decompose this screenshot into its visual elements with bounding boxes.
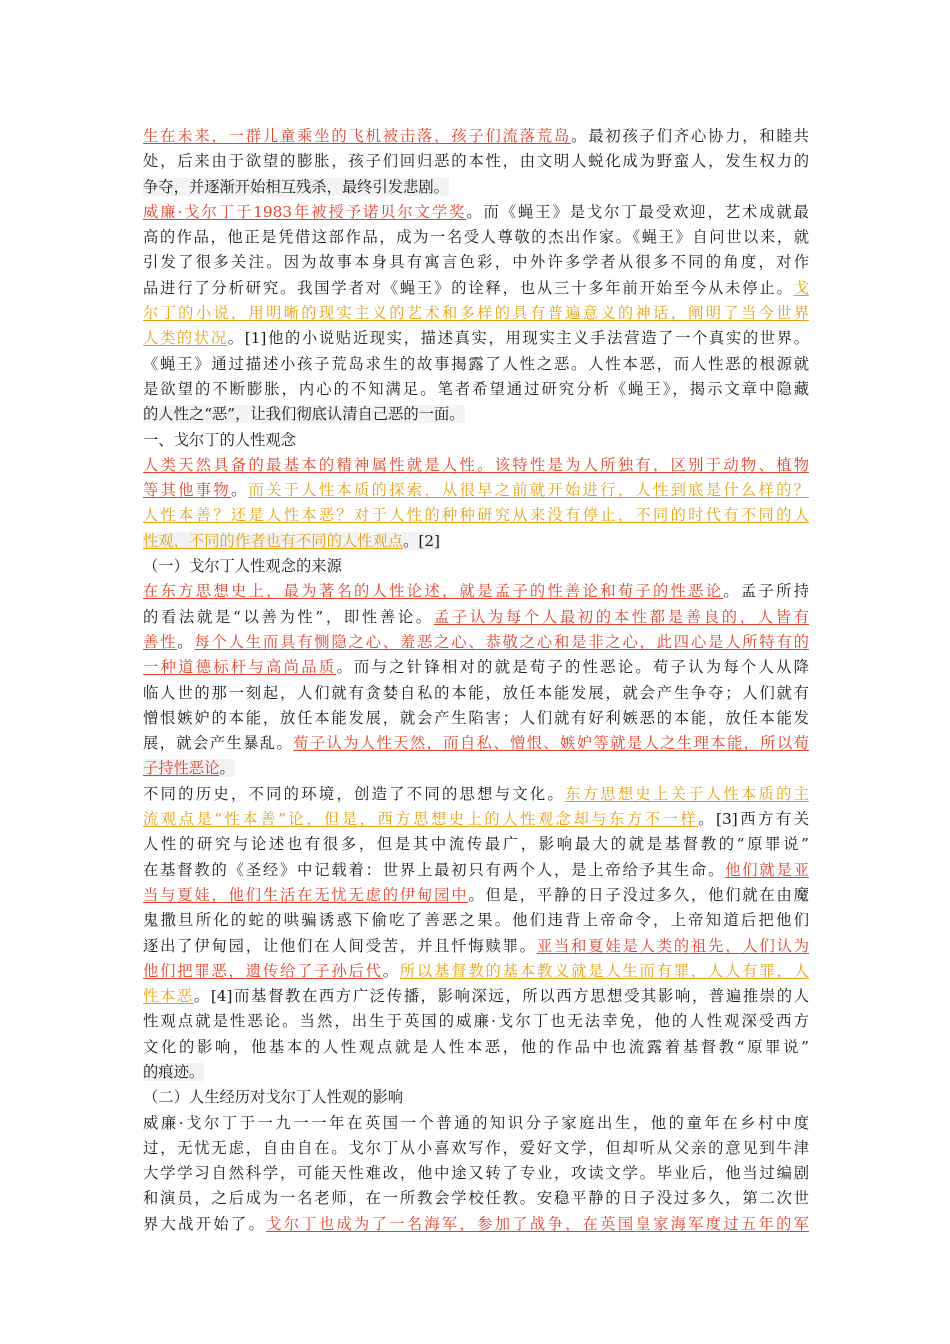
text-line	[143, 529, 809, 554]
text-segment: 。但是，平静的日子没过多久，他们就在由魔	[468, 885, 809, 904]
highlighted-text: 性本恶	[143, 987, 194, 1006]
text-segment: 。[3]西方有关	[698, 810, 809, 829]
text-line	[143, 1060, 809, 1085]
text-segment: 在基督教的《圣经》中记载着：世界上最初只有两个人，是上帝给予其生命。	[143, 860, 726, 879]
text-segment: 的人性之“恶”，让我们彻底认清自己恶的一面。	[143, 405, 465, 424]
text-segment: （二）人生经历对戈尔丁人性观的影响	[143, 1088, 404, 1107]
text-line	[143, 984, 809, 1009]
text-line	[143, 225, 809, 250]
text-segment: 是欲望的不断膨胀，内心的不知满足。笔者希望通过研究分析《蝇王》，揭示文章中隐藏	[143, 379, 809, 398]
text-segment: 不同的历史，不同的环境，创造了不同的思想与文化。	[143, 784, 566, 803]
document-body	[143, 124, 809, 1237]
text-segment: 鬼撒旦所化的蛇的哄骗诱惑下偷吃了善恶之果。他们违背上帝命令，上帝知道后把他们	[143, 911, 809, 930]
highlighted-text: 威廉·戈尔丁于1983年被授予诺贝尔文学奖	[143, 202, 467, 221]
text-line	[143, 478, 809, 503]
text-line	[143, 1161, 809, 1186]
text-segment: 逐出了伊甸园，让他们在人间受苦，并且忏悔赎罪。	[143, 936, 537, 955]
highlighted-text: 他们把罪恶，遗传给了子孙后代	[143, 961, 383, 980]
text-segment: 品进行了分析研究。我国学者对《蝇王》的诠释，也从三十多年前开始至今从未停止。	[143, 278, 794, 297]
text-segment: 。	[177, 632, 195, 651]
text-line	[143, 250, 809, 275]
text-line	[143, 883, 809, 908]
highlighted-text: 尔丁的小说，用明晰的现实主义的艺术和多样的具有普遍意义的神话，阐明了当今世界	[143, 304, 809, 323]
text-line	[143, 453, 809, 478]
text-line	[143, 1111, 809, 1136]
highlighted-text: 孟子认为每个人最初的本性都是善良的，人皆有	[433, 607, 809, 626]
text-line	[143, 681, 809, 706]
highlighted-text: 每个人生而具有恻隐之心、羞恶之心、恭敬之心和是非之心，此四心是人所特有的	[194, 632, 809, 651]
highlighted-text: 人性本善？还是人性本恶？对于人性的种种研究从来没有停止，不同的时代有不同的人	[143, 506, 809, 525]
text-line	[143, 326, 809, 351]
text-segment: 性观点就是性恶论。当然，出生于英国的威廉·戈尔丁也无法幸免，他的人性观深受西方	[143, 1012, 809, 1031]
highlighted-text: 等其他事物	[143, 481, 231, 500]
text-line	[143, 934, 809, 959]
text-segment: 。	[382, 961, 400, 980]
highlighted-text: 人类的状况	[143, 329, 228, 348]
text-line	[143, 655, 809, 680]
text-segment: 。孟子所持	[723, 582, 809, 601]
text-segment: 。最初孩子们齐心协力，和睦共	[571, 127, 809, 145]
text-line	[143, 756, 809, 781]
text-line	[143, 908, 809, 933]
highlighted-text: 在东方思想史上，最为著名的人性论述，就是孟子的性善论和荀子的性恶论	[143, 582, 724, 601]
highlighted-text: 亚当和夏娃是人类的祖先，人们认为	[536, 936, 809, 955]
text-line	[143, 959, 809, 984]
text-line	[143, 276, 809, 301]
text-line	[143, 1009, 809, 1034]
highlighted-text: 当与夏娃，他们生活在无忧无虑的伊甸园中	[143, 885, 469, 904]
text-line	[143, 352, 809, 377]
text-line	[143, 807, 809, 832]
text-segment: （一）戈尔丁人性观念的来源	[143, 557, 342, 576]
text-segment: 。而与之针锋相对的就是荀子的性恶论。荀子认为每个人从降	[336, 658, 809, 677]
text-line	[143, 124, 809, 149]
text-line	[143, 858, 809, 883]
text-segment: 威廉·戈尔丁于一九一一年在英国一个普通的知识分子家庭出生，他的童年在乡村中度	[143, 1113, 809, 1132]
text-line	[143, 503, 809, 528]
text-segment: 和演员，之后成为一名老师，在一所教会学校任教。安稳平静的日子没过多久，第二次世	[143, 1189, 809, 1208]
text-segment: 。	[230, 481, 249, 500]
highlighted-text: 东方思想史上关于人性本质的主	[565, 784, 809, 803]
highlighted-text: 人类天然具备的最基本的精神属性就是人性。该特性是为人所独有，区别于动物、植物	[143, 455, 809, 474]
text-segment: 。[2]	[403, 531, 441, 550]
highlighted-text: 荀子认为人性天然，而自私、憎恨、嫉妒等就是人之生理本能，所以荀	[293, 734, 809, 753]
highlighted-text: 戈	[793, 278, 809, 297]
text-line	[143, 731, 809, 756]
text-segment: 人性的研究与论述也有很多，但是其中流传最广，影响最大的就是基督教的“原罪说”	[143, 835, 809, 854]
text-line	[143, 832, 809, 857]
text-segment: 争夺，并逐渐开始相互残杀，最终引发悲剧。	[143, 177, 449, 196]
text-segment: 的痕迹。	[143, 1062, 205, 1081]
text-segment: 。[1]他的小说贴近现实，描述真实，用现实主义手法营造了一个真实的世界。	[227, 329, 809, 348]
text-segment: 引发了很多关注。因为故事本身具有寓言色彩，中外许多学者从很多不同的角度，对作	[143, 253, 809, 272]
text-segment: 的看法就是“以善为性”，即性善论。	[143, 607, 434, 626]
text-line	[143, 301, 809, 326]
text-segment: 处，后来由于欲望的膨胀，孩子们回归恶的本性，由文明人蜕化成为野蛮人，发生权力的	[143, 152, 809, 171]
text-line	[143, 149, 809, 174]
text-segment: 过，无忧无虑，自由自在。戈尔丁从小喜欢写作，爱好文学，但却听从父亲的意见到牛津	[143, 1138, 809, 1157]
highlighted-text: 戈尔丁也成为了一名海军，参加了战争，在英国皇家海军度过五年的军	[266, 1214, 809, 1233]
highlighted-text: 子持性恶论	[143, 759, 220, 778]
text-segment: 。	[219, 759, 235, 778]
text-segment: 憎恨嫉妒的本能，放任本能发展，就会产生陷害；人们就有好利嫉恶的本能，放任本能发	[143, 708, 809, 727]
highlighted-text: 善性	[143, 632, 178, 651]
highlighted-text: 流观点是“性本善”论，但是，西方思想史上的人性观念却与东方不一样	[143, 810, 699, 829]
highlighted-text: 所以基督教的基本教义就是人生而有罪，人人有罪，人	[399, 961, 809, 980]
text-segment: 大学学习自然科学，可能天性难改，他中途又转了专业，攻读文学。毕业后，他当过编剧	[143, 1164, 809, 1183]
text-segment: 。[4]而基督教在西方广泛传播，影响深远，所以西方思想受其影响，普遍推崇的人	[193, 987, 809, 1006]
highlighted-text: 而关于人性本质的探索，从很早之前就开始进行，人性到底是什么样的？	[248, 481, 809, 500]
text-segment: 界大战开始了。	[143, 1214, 267, 1233]
text-line	[143, 200, 809, 225]
text-line	[143, 1085, 809, 1110]
highlighted-text: 他们就是亚	[725, 860, 809, 879]
text-line	[143, 782, 809, 807]
text-line	[143, 706, 809, 731]
text-line	[143, 605, 809, 630]
text-segment: 《蝇王》通过描述小孩子荒岛求生的故事揭露了人性之恶。人性本恶，而人性恶的根源就	[143, 354, 809, 373]
text-line	[143, 579, 809, 604]
text-line	[143, 1186, 809, 1211]
text-line	[143, 377, 809, 402]
text-line	[143, 554, 809, 579]
text-line	[143, 1035, 809, 1060]
text-line	[143, 175, 809, 200]
text-line	[143, 402, 809, 427]
text-segment: 一、戈尔丁的人性观念	[143, 430, 296, 449]
text-line	[143, 428, 809, 453]
text-segment: 临人世的那一刻起，人们就有贪婪自私的本能，放任本能发展，就会产生争夺；人们就有	[143, 683, 809, 702]
text-line	[143, 1212, 809, 1237]
text-line	[143, 630, 809, 655]
highlighted-text: 一种道德标杆与高尚品质	[143, 658, 337, 677]
highlighted-text: 性观，不同的作者也有不同的人性观点	[143, 531, 404, 550]
text-segment: 。而《蝇王》是戈尔丁最受欢迎，艺术成就最	[466, 202, 809, 221]
text-segment: 展，就会产生暴乱。	[143, 734, 294, 753]
text-line	[143, 1136, 809, 1161]
text-segment: 高的作品，他正是凭借这部作品，成为一名受人尊敬的杰出作家。《蝇王》自问世以来，就	[143, 228, 809, 247]
highlighted-text: 生在未来，一群儿童乘坐的飞机被击落，孩子们流落荒岛	[143, 127, 572, 145]
text-segment: 文化的影响，他基本的人性观点就是人性本恶，他的作品中也流露着基督教“原罪说”	[143, 1037, 809, 1056]
